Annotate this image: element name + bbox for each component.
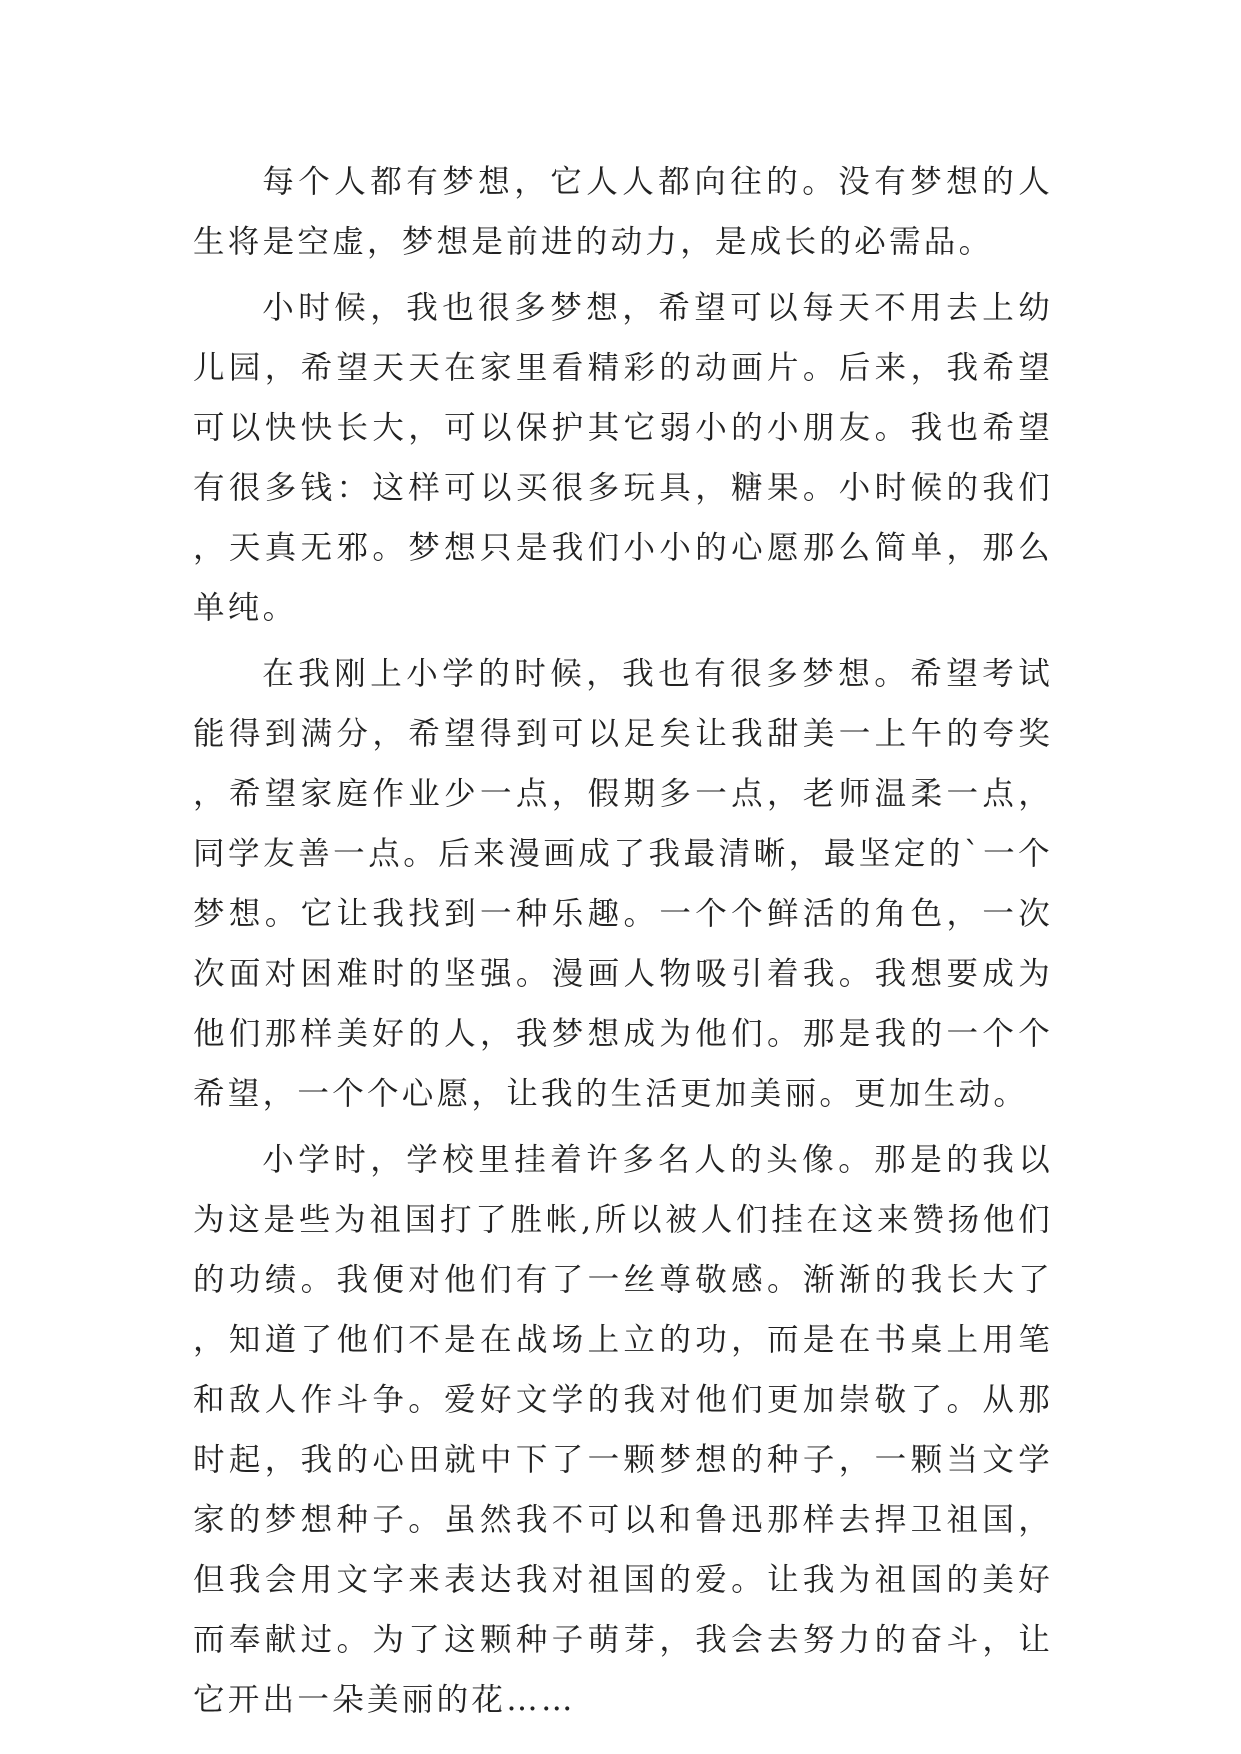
paragraph-dreams-intro: 每个人都有梦想，它人人都向往的。没有梦想的人生将是空虚，梦想是前进的动力，是成长的必需品。 bbox=[193, 164, 1053, 260]
document-body bbox=[193, 152, 1053, 1730]
paragraph-writer-dream: 小学时，学校里挂着许多名人的头像。那是的我以为这是些为祖国打了胜帐,所以被人们挂在这来赞扬他们的功绩。我便对他们有了一丝尊敬感。渐渐的我长大了，知道了他们不是在战场上立的功，而是在书桌上用笔和敌人作斗争。爱好文学的我对他们更加崇敬了。从那时起，我的心田就中下了一颗梦想的种子，一颗当文学家的梦想种子。虽然我不可以和鲁迅那样去捍卫祖国，但我会用文字来表达我对祖国的爱。让我为祖国的美好而奉献过。为了这颗种子萌芽，我会去努力的奋斗，让它开出一朵美丽的花…… bbox=[193, 1142, 1053, 1718]
paragraph-childhood-dreams: 小时候，我也很多梦想，希望可以每天不用去上幼儿园，希望天天在家里看精彩的动画片。后来，我希望可以快快长大，可以保护其它弱小的小朋友。我也希望有很多钱：这样可以买很多玩具，糖果。小时候的我们，天真无邪。梦想只是我们小小的心愿那么简单，那么单纯。 bbox=[193, 290, 1053, 626]
paragraph-primary-school-dreams: 在我刚上小学的时候，我也有很多梦想。希望考试能得到满分，希望得到可以足矣让我甜美一上午的夸奖，希望家庭作业少一点，假期多一点，老师温柔一点，同学友善一点。后来漫画成了我最清晰，最坚定的`一个梦想。它让我找到一种乐趣。一个个鲜活的角色，一次次面对困难时的坚强。漫画人物吸引着我。我想要成为他们那样美好的人，我梦想成为他们。那是我的一个个希望，一个个心愿，让我的生活更加美丽。更加生动。 bbox=[193, 656, 1053, 1112]
